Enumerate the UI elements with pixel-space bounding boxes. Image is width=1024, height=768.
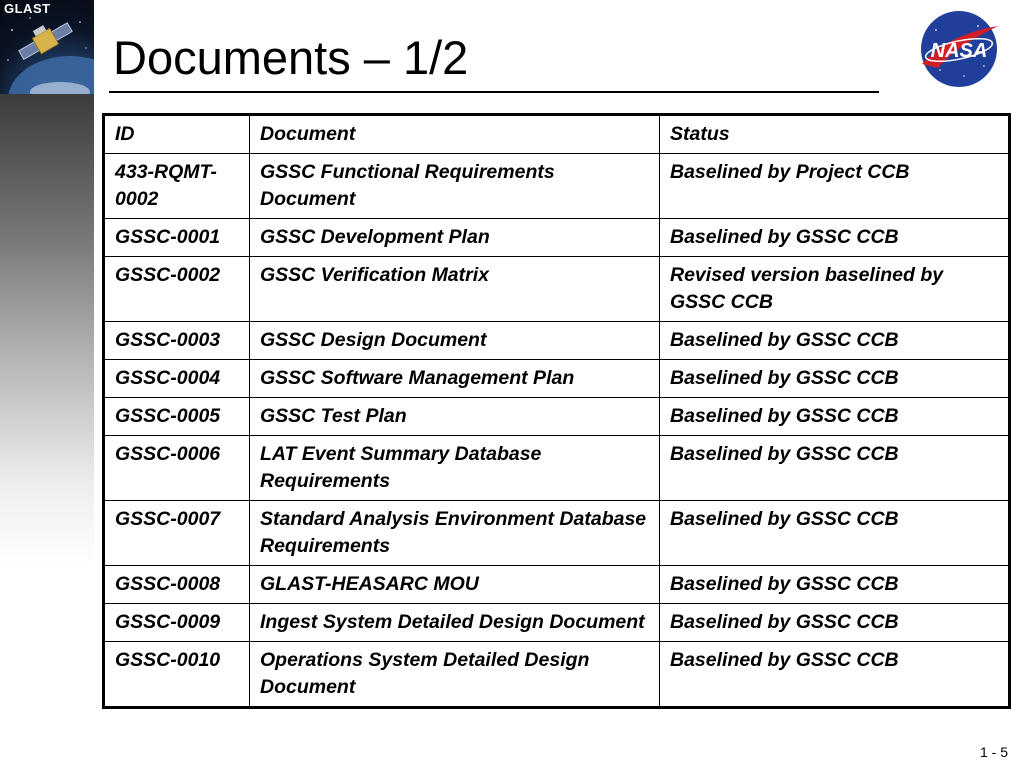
cell-id: GSSC-0008 [104, 566, 250, 604]
cell-id: GSSC-0009 [104, 604, 250, 642]
agency-meatball-icon [916, 6, 1002, 92]
table-row [104, 501, 1010, 566]
cell-document: GSSC Software Management Plan [250, 360, 660, 398]
page-number: 1 - 5 [980, 744, 1009, 760]
table-row [104, 436, 1010, 501]
table-row [104, 154, 1010, 219]
cell-document: Ingest System Detailed Design Document [250, 604, 660, 642]
cell-status: Baselined by GSSC CCB [660, 360, 1010, 398]
cell-status: Revised version baselined by GSSC CCB [660, 257, 1010, 322]
mission-logo [0, 0, 94, 94]
cell-id: GSSC-0003 [104, 322, 250, 360]
cell-document: GSSC Functional Requirements Document [250, 154, 660, 219]
cell-id: GSSC-0005 [104, 398, 250, 436]
table-header-row [104, 115, 1010, 154]
cell-status: Baselined by GSSC CCB [660, 642, 1010, 708]
cell-document: GSSC Verification Matrix [250, 257, 660, 322]
table-row [104, 642, 1010, 708]
table-row [104, 360, 1010, 398]
cell-id: GSSC-0004 [104, 360, 250, 398]
side-gradient-strip [0, 94, 94, 768]
title-divider [109, 91, 879, 93]
cell-id: GSSC-0006 [104, 436, 250, 501]
column-header-id: ID [104, 115, 250, 154]
cell-status: Baselined by GSSC CCB [660, 566, 1010, 604]
documents-table [102, 113, 1011, 709]
agency-logo [916, 6, 1002, 92]
cell-document: Operations System Detailed Design Document [250, 642, 660, 708]
cell-id: GSSC-0002 [104, 257, 250, 322]
mission-logo-text: GLAST [4, 1, 51, 16]
table-row [104, 322, 1010, 360]
table-row [104, 257, 1010, 322]
table-row [104, 219, 1010, 257]
svg-text:NASA: NASA [930, 40, 988, 62]
cell-id: GSSC-0010 [104, 642, 250, 708]
cell-status: Baselined by Project CCB [660, 154, 1010, 219]
cell-status: Baselined by GSSC CCB [660, 398, 1010, 436]
cell-document: LAT Event Summary Database Requirements [250, 436, 660, 501]
cell-status: Baselined by GSSC CCB [660, 219, 1010, 257]
cell-document: GSSC Design Document [250, 322, 660, 360]
cell-id: GSSC-0007 [104, 501, 250, 566]
page-title: Documents – 1/2 [113, 31, 469, 84]
cell-status: Baselined by GSSC CCB [660, 501, 1010, 566]
cell-document: GLAST-HEASARC MOU [250, 566, 660, 604]
cell-status: Baselined by GSSC CCB [660, 436, 1010, 501]
cell-document: GSSC Test Plan [250, 398, 660, 436]
table-row [104, 604, 1010, 642]
cell-id: 433-RQMT-0002 [104, 154, 250, 219]
column-header-status: Status [660, 115, 1010, 154]
table-row [104, 566, 1010, 604]
column-header-document: Document [250, 115, 660, 154]
cell-status: Baselined by GSSC CCB [660, 604, 1010, 642]
cell-document: Standard Analysis Environment Database Requirements [250, 501, 660, 566]
cell-status: Baselined by GSSC CCB [660, 322, 1010, 360]
cell-document: GSSC Development Plan [250, 219, 660, 257]
cell-id: GSSC-0001 [104, 219, 250, 257]
table-row [104, 398, 1010, 436]
